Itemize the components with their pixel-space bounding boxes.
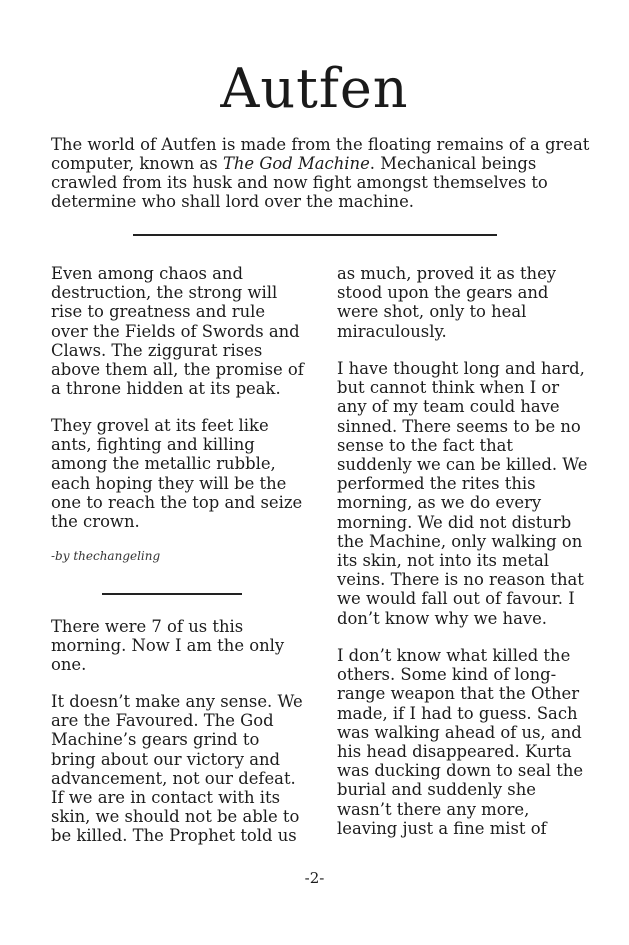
page-title: Autfen [220, 57, 409, 120]
story-paragraph-2-text: It doesn’t make any sense. We are the Favoured. The God Machine’s gears grind to bring about our victory and advancement, not our defeat. If we are in contact with its skin, we should not be able to be killed. The Prophet told us [51, 692, 303, 846]
section-divider [133, 234, 497, 236]
story-paragraph-5-text: I don’t know what killed the others. Some kind of long-range weapon that the Other made, if I had to guess. Sach was walking ahead of us, and his head disappeared. Kurta was ducking down to seal the burial and suddenly she wasn’t there any more, leaving just a fine mist of [337, 646, 584, 838]
poem-stanza-1-text: Even among chaos and destruction, the strong will rise to greatness and rule over the Fields of Swords and Claws. The ziggurat rises above them all, the promise of a throne hidden at its peak. [51, 264, 304, 399]
intro-paragraph [51, 135, 591, 211]
intro-emphasis: The God Machine [222, 154, 370, 173]
poem-stanza-2-text: They grovel at its feet like ants, fighting and killing among the metallic rubble, each hoping they will be the one to reach the top and seize the crown. [51, 416, 303, 532]
story-paragraph-4 [337, 359, 589, 628]
story-paragraph-5 [337, 646, 589, 838]
intro-text-end: . Mechanical beings crawled from its husk and now fight amongst themselves to determine who shall lord over the machine. [51, 154, 548, 211]
story-paragraph-1-text: There were 7 of us this morning. Now I am the only one. [51, 617, 285, 675]
story-paragraph-3 [337, 264, 589, 341]
page-number: -2- [304, 869, 325, 887]
poem-divider [102, 593, 242, 595]
story-paragraph-1 [51, 617, 306, 675]
story-paragraph-3-text: as much, proved it as they stood upon the gears and were shot, only to heal miraculously. [337, 264, 557, 341]
story-paragraph-2 [51, 692, 306, 846]
story-paragraph-4-text: I have thought long and hard, but cannot think when I or any of my team could have sinned. There seems to be no sense to the fact that suddenly we can be killed. We performed the rites this morning, as we do every morning. We did not disturb the Machine, only walking on its skin, not into its metal veins. There is no reason that we would fall out of favour. I don’t know why we have. [337, 359, 588, 628]
poem-byline: -by thechangeling [51, 549, 161, 563]
poem-stanza-1 [51, 264, 306, 398]
intro-text-start: The world of Autfen is made from the floating remains of a great computer, known as [51, 135, 590, 173]
poem-stanza-2 [51, 416, 306, 531]
